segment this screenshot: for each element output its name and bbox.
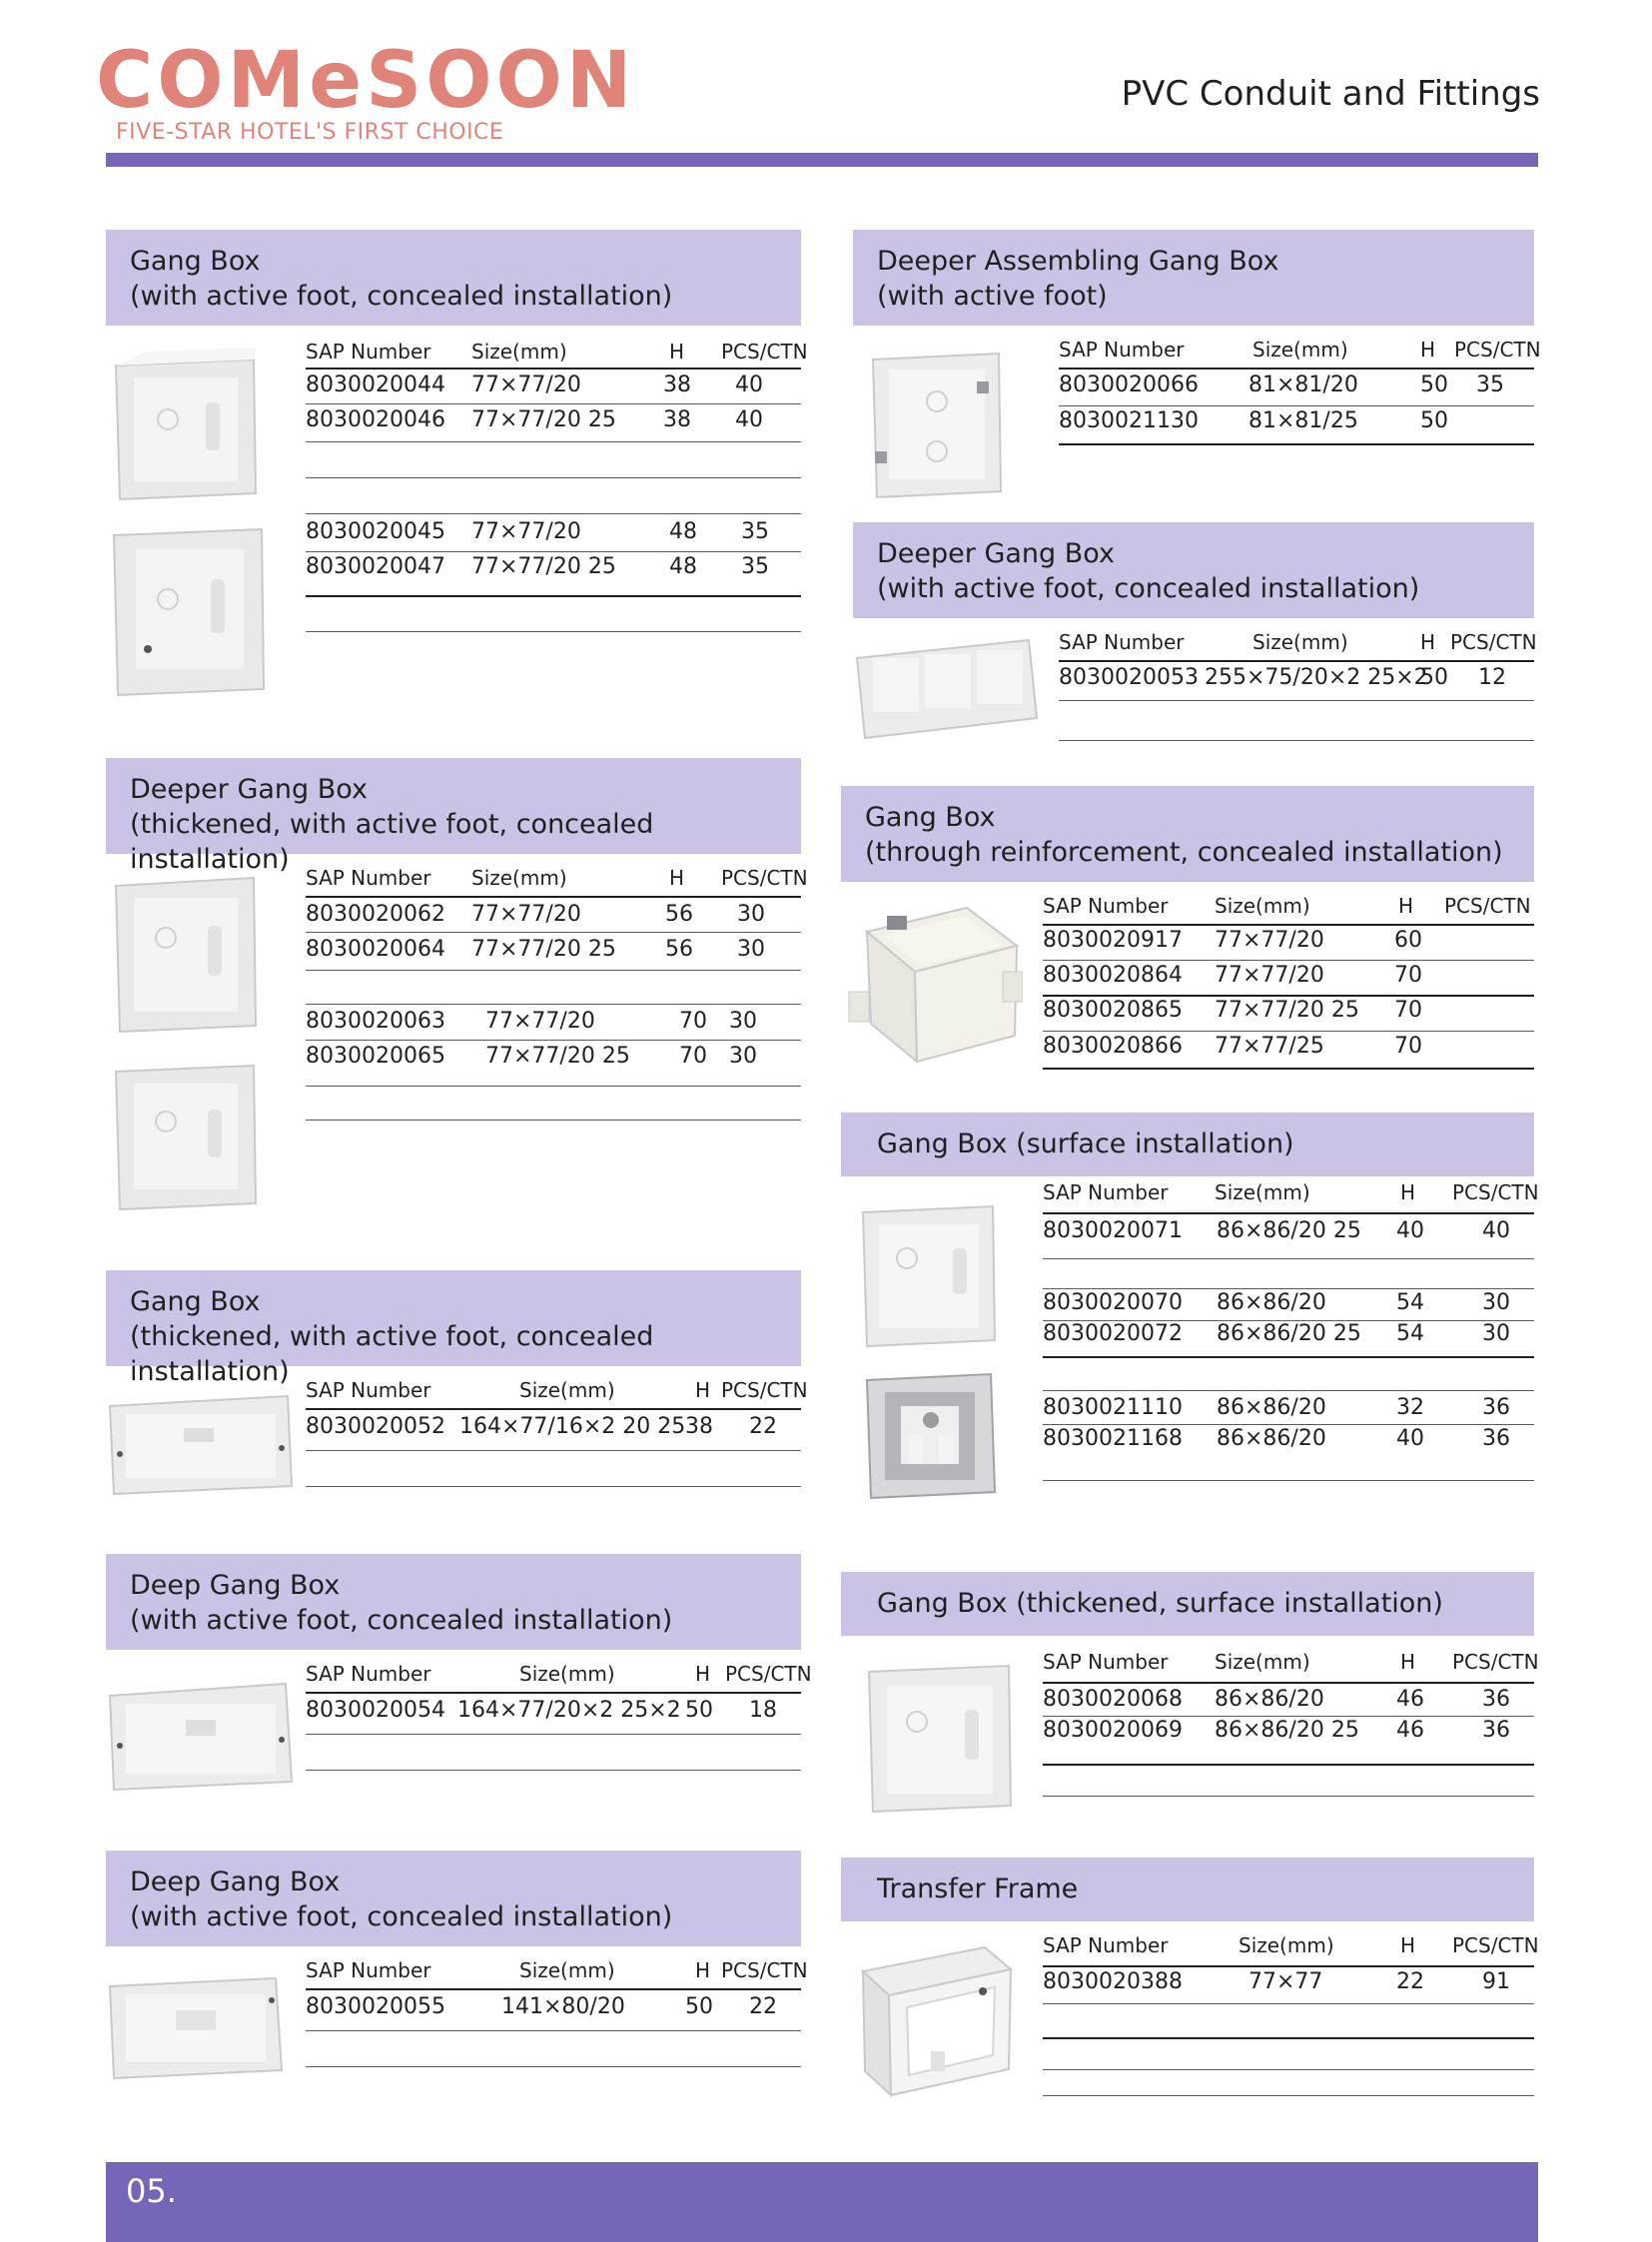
section-header <box>106 1554 801 1650</box>
section-subtitle: (thickened, with active foot, concealed installation) <box>130 1321 654 1387</box>
size: 77×77/20 <box>485 1009 595 1034</box>
sap-number: 8030020917 <box>1043 928 1183 953</box>
section-title: Deeper Gang Box <box>130 774 368 805</box>
col-size: Size(mm) <box>471 866 567 890</box>
table-row <box>306 902 801 936</box>
sap-number: 8030020064 <box>306 937 445 962</box>
col-pcs-ctn: PCS/CTN <box>721 1958 808 1982</box>
sap-number: 8030020068 <box>1043 1687 1183 1712</box>
table-rule <box>306 970 801 971</box>
section-title: Transfer Frame <box>877 1873 1079 1904</box>
sap-number: 8030020070 <box>1043 1290 1183 1315</box>
sap-number: 8030020044 <box>306 373 445 397</box>
table-rule <box>1043 1212 1534 1214</box>
height: 56 <box>665 902 693 927</box>
col-size: Size(mm) <box>519 1378 615 1402</box>
col-h: H <box>1420 630 1436 654</box>
section-gang-box-active-foot <box>106 230 808 709</box>
table-rule <box>306 477 801 478</box>
col-size: Size(mm) <box>1215 1650 1310 1674</box>
size: 86×86/20 <box>1215 1687 1324 1712</box>
section-deeper-gang-box-triple <box>853 522 1537 752</box>
size: 77×77/20 <box>1215 963 1324 988</box>
product-table <box>1059 630 1537 750</box>
section-header <box>841 1572 1534 1636</box>
transfer-frame-product-image <box>855 1941 1015 2101</box>
thickened-surface-gang-box-product-image <box>859 1658 1019 1818</box>
size: 77×77/20 25 <box>471 407 616 432</box>
section-subtitle: (thickened, with active foot, concealed installation) <box>130 809 654 875</box>
table-rule <box>306 2030 801 2031</box>
table-rule <box>306 1770 801 1771</box>
col-size: Size(mm) <box>1252 630 1348 654</box>
product-table <box>1043 1650 1539 1820</box>
table-rule <box>306 631 801 632</box>
sap-number: 8030020866 <box>1043 1034 1183 1059</box>
section-header <box>841 1858 1534 1921</box>
section-gang-box-thickened <box>106 1270 808 1510</box>
double-gang-box-product-image <box>106 1388 296 1498</box>
table-row <box>306 1009 801 1043</box>
size: 77×77/20 25 <box>471 937 616 962</box>
table-rule <box>306 1734 801 1735</box>
col-sap-number: SAP Number <box>1043 1933 1169 1957</box>
table-row <box>306 554 801 588</box>
height: 40 <box>1396 1426 1424 1451</box>
pcs-per-carton: 30 <box>1482 1321 1510 1346</box>
section-subtitle: (with active foot, concealed installation) <box>877 573 1420 604</box>
col-sap-number: SAP Number <box>1043 1180 1169 1204</box>
size: 86×86/20 25 <box>1217 1321 1361 1346</box>
pcs-per-carton: 12 <box>1478 665 1506 690</box>
size: 164×77/20×2 25×2 <box>457 1698 681 1723</box>
col-pcs-ctn: PCS/CTN <box>1452 1650 1539 1674</box>
col-pcs-ctn: PCS/CTN <box>721 1378 808 1402</box>
size: 77×77/20 25 <box>471 554 616 579</box>
size: 77×77/20 25 <box>1215 998 1359 1023</box>
table-rule <box>306 1120 801 1121</box>
size: 255×75/20×2 25×2 <box>1205 665 1428 690</box>
col-sap-number: SAP Number <box>306 1662 431 1686</box>
section-title: Gang Box <box>130 1286 261 1317</box>
col-size: Size(mm) <box>519 1958 615 1982</box>
pcs-per-carton: 30 <box>1482 1290 1510 1315</box>
sap-number: 8030020053 <box>1059 665 1199 690</box>
pcs-per-carton: 36 <box>1482 1395 1510 1420</box>
table-row <box>306 1044 801 1078</box>
table-rule <box>1043 924 1534 926</box>
pcs-per-carton: 30 <box>737 937 765 962</box>
pcs-per-carton: 22 <box>749 1994 777 2019</box>
section-subtitle: (through reinforcement, concealed installation) <box>865 837 1503 868</box>
section-title: Gang Box <box>865 802 996 833</box>
sap-number: 8030020052 <box>306 1414 445 1439</box>
section-subtitle: (with active foot, concealed installation) <box>130 1901 673 1932</box>
pcs-per-carton: 30 <box>737 902 765 927</box>
height: 38 <box>663 407 691 432</box>
section-deep-gang-box-141 <box>106 1851 808 2090</box>
pcs-per-carton: 35 <box>741 554 769 579</box>
table-rule <box>1043 1965 1534 1967</box>
table-rule <box>306 441 801 442</box>
col-h: H <box>669 340 685 364</box>
height: 54 <box>1396 1321 1424 1346</box>
table-row <box>1043 998 1534 1032</box>
table-rule <box>1043 2037 1534 2039</box>
table-rule <box>306 1040 801 1041</box>
section-subtitle: (with active foot, concealed installation) <box>130 1605 673 1636</box>
section-header <box>106 1270 801 1387</box>
section-header <box>106 230 801 326</box>
section-title: Deep Gang Box <box>130 1867 341 1897</box>
pcs-per-carton: 36 <box>1482 1718 1510 1743</box>
size: 86×86/20 25 <box>1217 1218 1361 1243</box>
height: 50 <box>1420 408 1448 433</box>
size: 86×86/20 <box>1217 1395 1326 1420</box>
table-row <box>1043 1426 1534 1460</box>
height: 22 <box>1396 1969 1424 1994</box>
section-subtitle: (with active foot) <box>877 281 1108 312</box>
section-title: Deeper Assembling Gang Box <box>877 246 1279 277</box>
height: 40 <box>1396 1218 1424 1243</box>
surface-gang-box-product-image <box>853 1198 1003 1352</box>
pcs-per-carton: 36 <box>1482 1426 1510 1451</box>
col-h: H <box>1400 1933 1416 1957</box>
product-table <box>306 1958 808 2088</box>
height: 50 <box>685 1994 713 2019</box>
table-rule <box>306 1692 801 1694</box>
page-number: 05. <box>126 2172 177 2210</box>
height: 50 <box>1420 373 1448 397</box>
section-deeper-gang-box-thickened <box>106 758 808 1227</box>
size: 86×86/20 <box>1217 1290 1326 1315</box>
triple-gang-box-product-image <box>853 634 1043 744</box>
table-row <box>306 519 801 553</box>
table-rule <box>306 513 801 514</box>
sap-number: 8030020055 <box>306 1994 445 2019</box>
col-sap-number: SAP Number <box>306 1378 431 1402</box>
gang-box-product-image <box>106 519 272 699</box>
size: 164×77/16×2 20 25 <box>459 1414 686 1439</box>
size: 77×77/20 <box>471 373 581 397</box>
table-rule <box>306 595 801 597</box>
col-sap-number: SAP Number <box>306 866 431 890</box>
sap-number: 8030020388 <box>1043 1969 1183 1994</box>
table-rule <box>306 1450 801 1451</box>
col-h: H <box>1400 1650 1416 1674</box>
section-transfer-frame <box>841 1858 1539 2097</box>
sap-number: 8030020066 <box>1059 373 1199 397</box>
section-deeper-assembling-gang-box <box>853 230 1541 509</box>
section-header <box>106 758 801 875</box>
sap-number: 8030020069 <box>1043 1718 1183 1743</box>
table-rule <box>1059 368 1534 370</box>
section-gang-box-thickened-surface <box>841 1572 1539 1822</box>
height: 48 <box>669 554 697 579</box>
height: 70 <box>1394 1034 1422 1059</box>
table-rule <box>1043 1356 1534 1358</box>
page-footer <box>106 2162 1538 2242</box>
product-table <box>306 340 808 709</box>
table-rule <box>1059 660 1534 662</box>
section-subtitle: (with active foot, concealed installation) <box>130 281 673 312</box>
size: 81×81/25 <box>1248 408 1358 433</box>
table-row <box>1043 1034 1534 1068</box>
size: 86×86/20 <box>1217 1426 1326 1451</box>
size: 81×81/20 <box>1248 373 1358 397</box>
table-row <box>306 937 801 971</box>
table-rule <box>306 1988 801 1990</box>
table-row <box>1043 1969 1534 2003</box>
table-row <box>1043 928 1534 962</box>
col-pcs-ctn: PCS/CTN <box>1450 630 1537 654</box>
product-table <box>1043 1933 1539 2097</box>
col-h: H <box>1398 894 1414 918</box>
brand-tagline: FIVE-STAR HOTEL'S FIRST CHOICE <box>116 120 504 145</box>
table-rule <box>1043 2095 1534 2096</box>
header-divider <box>106 153 1538 167</box>
col-sap-number: SAP Number <box>1043 1650 1169 1674</box>
table-rule <box>306 1086 801 1087</box>
double-gang-box-product-image <box>106 1676 296 1796</box>
table-rule <box>1043 1424 1534 1425</box>
sap-number: 8030020045 <box>306 519 445 544</box>
section-title: Deeper Gang Box <box>877 538 1115 569</box>
section-header <box>841 786 1534 882</box>
col-h: H <box>1400 1180 1416 1204</box>
product-table <box>306 1662 812 1792</box>
gang-box-product-image <box>106 868 266 1038</box>
gang-box-product-image <box>106 348 266 507</box>
col-pcs-ctn: PCS/CTN <box>1452 1933 1539 1957</box>
height: 46 <box>1396 1718 1424 1743</box>
col-h: H <box>695 1958 711 1982</box>
table-rule <box>306 403 801 404</box>
col-pcs-ctn: PCS/CTN <box>721 340 808 364</box>
height: 60 <box>1394 928 1422 953</box>
height: 32 <box>1396 1395 1424 1420</box>
sap-number: 8030020062 <box>306 902 445 927</box>
table-row <box>1043 1218 1534 1252</box>
col-sap-number: SAP Number <box>306 1958 431 1982</box>
table-rule <box>1059 700 1534 701</box>
document-title: PVC Conduit and Fittings <box>1121 74 1540 114</box>
table-row <box>306 1414 801 1448</box>
table-row <box>1043 963 1534 997</box>
table-row <box>306 373 801 406</box>
height: 70 <box>679 1009 707 1034</box>
section-title: Deep Gang Box <box>130 1570 341 1601</box>
table-row <box>306 1698 801 1732</box>
col-pcs-ctn: PCS/CTN <box>1454 338 1541 362</box>
col-size: Size(mm) <box>1215 1180 1310 1204</box>
section-header <box>841 1113 1534 1176</box>
product-table <box>1043 894 1534 1074</box>
col-size: Size(mm) <box>471 340 567 364</box>
table-rule <box>1043 1682 1534 1684</box>
table-rule <box>306 368 801 370</box>
size: 86×86/20 25 <box>1215 1718 1359 1743</box>
pcs-per-carton: 36 <box>1482 1687 1510 1712</box>
section-title: Gang Box <box>130 246 261 277</box>
sap-number: 8030020047 <box>306 554 445 579</box>
pcs-per-carton: 40 <box>1482 1218 1510 1243</box>
table-rule <box>1043 1288 1534 1289</box>
size: 77×77/25 <box>1215 1034 1324 1059</box>
table-rule <box>1043 2003 1534 2004</box>
pcs-per-carton: 18 <box>749 1698 777 1723</box>
col-pcs-ctn: PCS/CTN <box>1452 1180 1539 1204</box>
product-table <box>306 866 808 1225</box>
table-rule <box>306 896 801 898</box>
gang-box-product-image <box>106 1056 266 1215</box>
col-sap-number: SAP Number <box>1059 630 1185 654</box>
section-title: Gang Box (surface installation) <box>877 1128 1294 1159</box>
col-size: Size(mm) <box>1252 338 1348 362</box>
sap-number: 8030020063 <box>306 1009 445 1034</box>
table-rule <box>306 551 801 552</box>
height: 70 <box>1394 963 1422 988</box>
height: 50 <box>685 1698 713 1723</box>
table-rule <box>1043 1068 1534 1070</box>
table-row <box>1059 665 1534 699</box>
brand-wordmark: COMeSOON <box>96 36 636 126</box>
table-row <box>1059 408 1534 442</box>
sap-number: 8030021168 <box>1043 1426 1183 1451</box>
sap-number: 8030020065 <box>306 1044 445 1069</box>
col-sap-number: SAP Number <box>1043 894 1169 918</box>
table-rule <box>1043 1258 1534 1259</box>
table-row <box>1043 1718 1534 1752</box>
reinforced-gang-box-product-image <box>847 902 1023 1070</box>
height: 46 <box>1396 1687 1424 1712</box>
table-rule <box>306 1486 801 1487</box>
sap-number: 8030021130 <box>1059 408 1199 433</box>
table-row <box>1043 1321 1534 1355</box>
surface-frame-box-product-image <box>861 1370 1001 1502</box>
pcs-per-carton: 22 <box>749 1414 777 1439</box>
pcs-per-carton: 40 <box>735 407 763 432</box>
col-size: Size(mm) <box>519 1662 615 1686</box>
table-rule <box>1043 960 1534 961</box>
col-sap-number: SAP Number <box>306 340 431 364</box>
double-gang-box-product-image <box>106 1970 286 2082</box>
height: 54 <box>1396 1290 1424 1315</box>
section-header <box>853 230 1534 326</box>
col-pcs-ctn: PCS/CTN <box>725 1662 812 1686</box>
section-gang-box-surface <box>841 1113 1539 1512</box>
size: 77×77 <box>1248 1969 1323 1994</box>
table-rule <box>1043 1031 1534 1032</box>
height: 70 <box>679 1044 707 1069</box>
pcs-per-carton: 30 <box>729 1009 757 1034</box>
table-rule <box>1059 740 1534 741</box>
sap-number: 8030021110 <box>1043 1395 1183 1420</box>
col-size: Size(mm) <box>1215 894 1310 918</box>
size: 77×77/20 <box>1215 928 1324 953</box>
pcs-per-carton: 40 <box>735 373 763 397</box>
col-pcs-ctn: PCS/CTN <box>1444 894 1531 918</box>
table-rule <box>1043 1390 1534 1391</box>
assembling-gang-box-product-image <box>861 342 1011 501</box>
col-h: H <box>695 1378 711 1402</box>
brand-logo <box>96 36 636 146</box>
product-table <box>1043 1180 1539 1510</box>
size: 141×80/20 <box>501 1994 625 2019</box>
product-table <box>1059 338 1541 507</box>
sap-number: 8030020046 <box>306 407 445 432</box>
sap-number: 8030020071 <box>1043 1218 1183 1243</box>
sap-number: 8030020072 <box>1043 1321 1183 1346</box>
pcs-per-carton: 35 <box>741 519 769 544</box>
height: 48 <box>669 519 697 544</box>
product-table <box>306 1378 808 1508</box>
table-row <box>1043 1290 1534 1324</box>
table-rule <box>1043 995 1534 997</box>
col-h: H <box>1420 338 1436 362</box>
height: 56 <box>665 937 693 962</box>
table-rule <box>1059 443 1534 445</box>
table-rule <box>306 1004 801 1005</box>
size: 77×77/20 25 <box>485 1044 630 1069</box>
section-title: Gang Box (thickened, surface installation) <box>877 1588 1443 1619</box>
pcs-per-carton: 35 <box>1476 373 1504 397</box>
table-rule <box>1043 1764 1534 1766</box>
col-size: Size(mm) <box>1239 1933 1334 1957</box>
height: 50 <box>1420 665 1448 690</box>
table-rule <box>1043 1480 1534 1481</box>
pcs-per-carton: 30 <box>729 1044 757 1069</box>
table-rule <box>1059 405 1534 406</box>
pcs-per-carton: 91 <box>1482 1969 1510 1994</box>
table-rule <box>306 1408 801 1410</box>
section-gang-box-through-reinforcement <box>841 786 1534 1076</box>
height: 70 <box>1394 998 1422 1023</box>
table-rule <box>1043 2069 1534 2070</box>
sap-number: 8030020865 <box>1043 998 1183 1023</box>
table-row <box>306 1994 801 2028</box>
col-sap-number: SAP Number <box>1059 338 1185 362</box>
size: 77×77/20 <box>471 902 581 927</box>
height: 38 <box>685 1414 713 1439</box>
sap-number: 8030020054 <box>306 1698 445 1723</box>
table-rule <box>306 2066 801 2067</box>
col-h: H <box>669 866 685 890</box>
table-rule <box>1043 1716 1534 1717</box>
sap-number: 8030020864 <box>1043 963 1183 988</box>
table-row <box>306 407 801 441</box>
section-header <box>106 1851 801 1946</box>
table-rule <box>1043 1796 1534 1797</box>
section-deep-gang-box-164 <box>106 1554 812 1794</box>
height: 38 <box>663 373 691 397</box>
col-pcs-ctn: PCS/CTN <box>721 866 808 890</box>
table-rule <box>306 932 801 933</box>
section-header <box>853 522 1534 618</box>
table-row <box>1059 373 1534 406</box>
col-h: H <box>695 1662 711 1686</box>
size: 77×77/20 <box>471 519 581 544</box>
